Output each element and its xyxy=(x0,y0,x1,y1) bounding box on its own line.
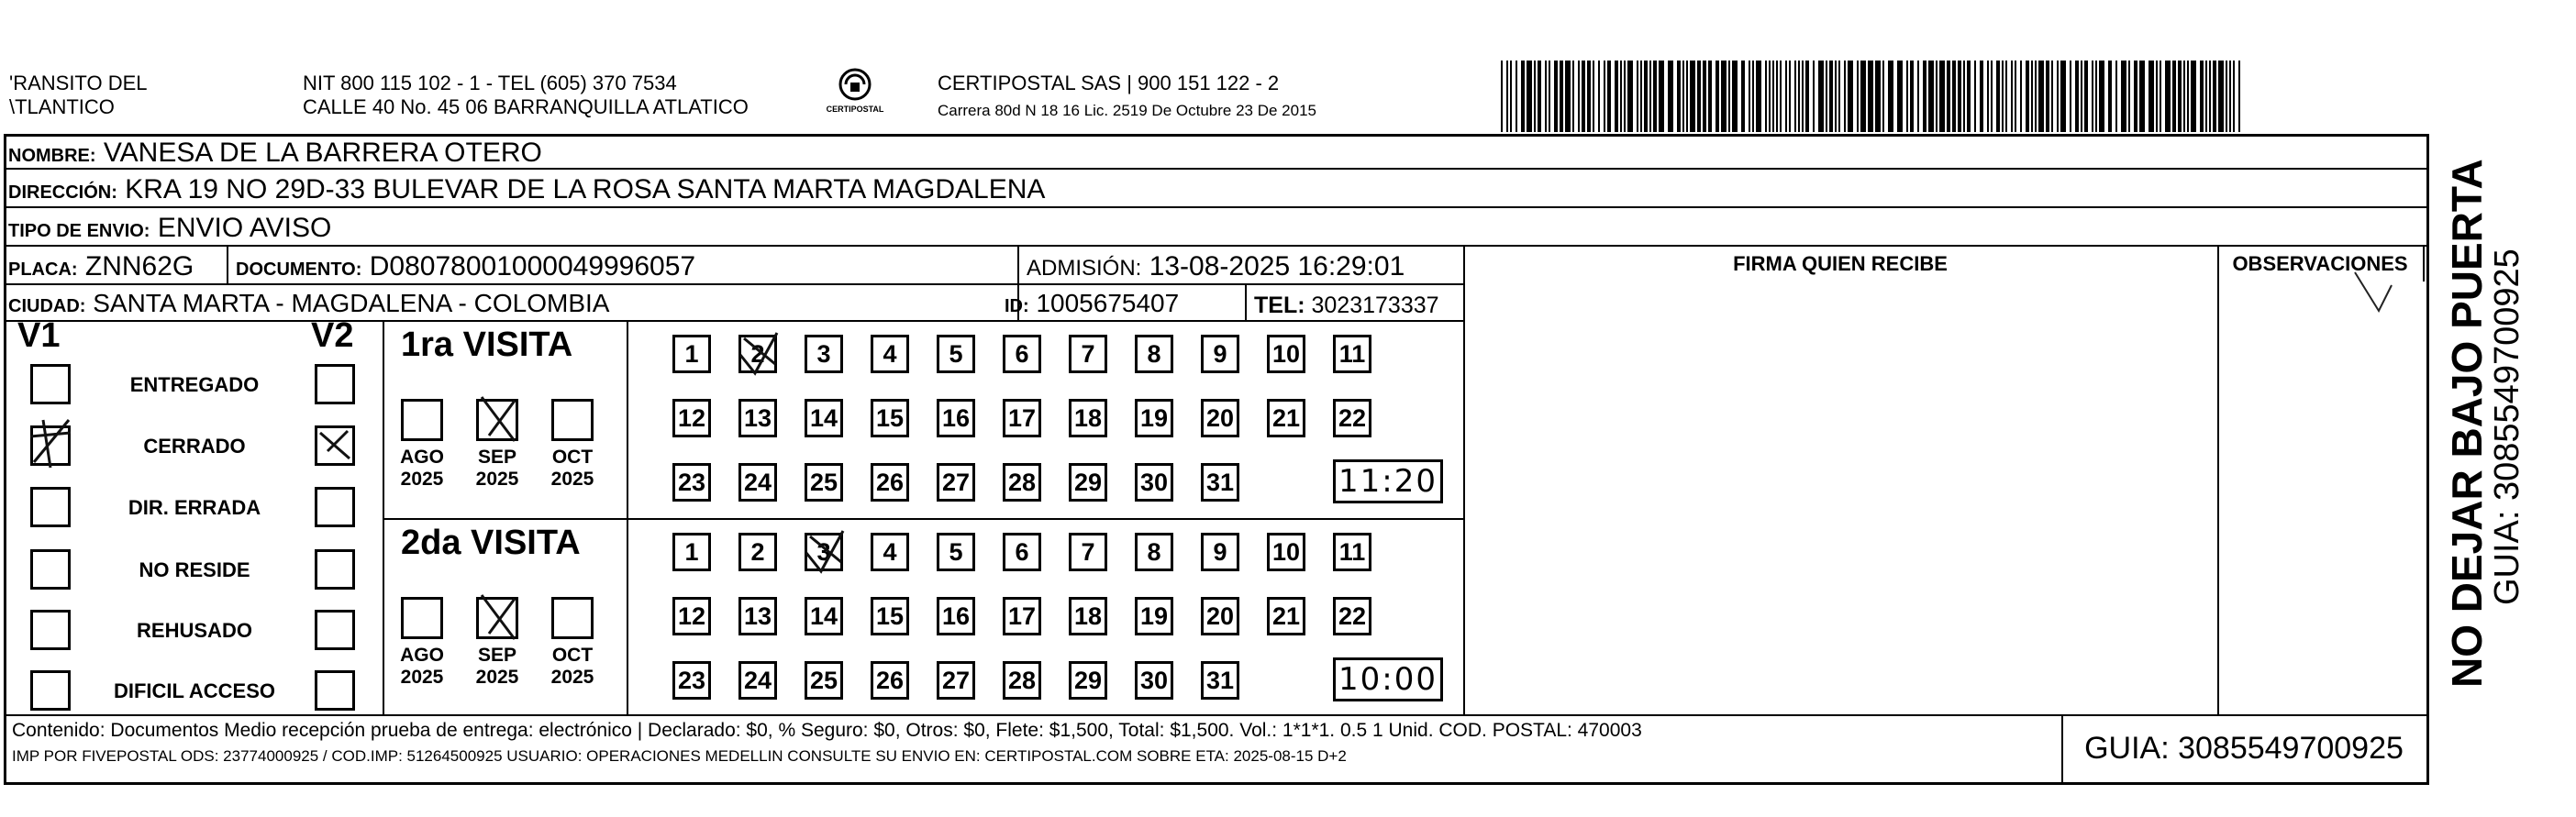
day-box[interactable]: 14 xyxy=(805,597,843,635)
v2-checkbox[interactable] xyxy=(315,364,355,404)
day-box[interactable]: 26 xyxy=(871,661,909,700)
day-box[interactable]: 15 xyxy=(871,597,909,635)
month-name: SEP xyxy=(477,645,517,666)
day-box[interactable]: 12 xyxy=(672,399,711,437)
footer-content: Contenido: Documentos Medio recepción prueba de entrega: electrónico | Declarado: $0, % Seguro: $0, Otros: $0, Flete: $1,500, Total: $1,500. Vol.: 1*1*1. 0.5 1 Unid. COD. POSTAL: 470003 xyxy=(12,720,1642,741)
day-box[interactable]: 13 xyxy=(738,399,777,437)
direccion-value: KRA 19 NO 29D-33 BULEVAR DE LA ROSA SANTA MARTA MAGDALENA xyxy=(125,174,1046,204)
v1-checkbox[interactable] xyxy=(30,425,71,466)
day-box[interactable]: 23 xyxy=(672,661,711,700)
day-box[interactable]: 31 xyxy=(1201,661,1239,700)
month-year: 2025 xyxy=(400,667,444,688)
day-box[interactable]: 18 xyxy=(1069,597,1107,635)
admision-value: 13-08-2025 16:29:01 xyxy=(1149,251,1405,282)
month-label xyxy=(545,645,600,689)
id-row xyxy=(1005,287,1179,323)
day-box[interactable]: 19 xyxy=(1135,399,1173,437)
footer-guia: GUIA: 3085549700925 xyxy=(2084,731,2404,766)
month-checkbox[interactable] xyxy=(401,597,443,639)
day-box[interactable]: 7 xyxy=(1069,533,1107,571)
ciudad-row xyxy=(8,287,609,323)
month-year: 2025 xyxy=(475,469,519,490)
documento-row xyxy=(236,250,695,286)
firma-label: FIRMA QUIEN RECIBE xyxy=(1733,252,1948,275)
day-box[interactable]: 3 xyxy=(805,335,843,373)
day-box[interactable]: 16 xyxy=(937,399,975,437)
status-label: ENTREGADO xyxy=(129,373,260,396)
month-year: 2025 xyxy=(400,469,444,490)
day-box[interactable]: 30 xyxy=(1135,661,1173,700)
id-label: ID: xyxy=(1005,296,1029,316)
month-year: 2025 xyxy=(475,667,519,688)
month-checkbox[interactable] xyxy=(401,399,443,441)
day-box[interactable]: 6 xyxy=(1003,533,1041,571)
day-box[interactable]: 21 xyxy=(1267,597,1305,635)
day-box[interactable]: 8 xyxy=(1135,335,1173,373)
month-checkbox[interactable] xyxy=(551,399,594,441)
sender-name-line2: \TLANTICO xyxy=(9,95,115,118)
month-checkbox[interactable] xyxy=(551,597,594,639)
logo-text: CERTIPOSTAL xyxy=(826,105,884,114)
day-box[interactable]: 29 xyxy=(1069,463,1107,502)
day-box[interactable]: 16 xyxy=(937,597,975,635)
day-box[interactable]: 5 xyxy=(937,335,975,373)
nombre-row xyxy=(8,137,542,172)
month-year: 2025 xyxy=(550,469,594,490)
month-label xyxy=(470,645,525,689)
month-name: AGO xyxy=(400,447,444,468)
placa-row xyxy=(8,250,194,286)
observations-area[interactable] xyxy=(2225,291,2417,705)
day-box[interactable]: 24 xyxy=(738,661,777,700)
v1-checkbox[interactable] xyxy=(30,364,71,404)
day-box[interactable]: 17 xyxy=(1003,597,1041,635)
v1-checkbox[interactable] xyxy=(30,610,71,650)
status-label: DIR. ERRADA xyxy=(128,496,261,519)
v2-checkbox[interactable] xyxy=(315,610,355,650)
tel-value: 3023173337 xyxy=(1311,293,1439,318)
status-label: REHUSADO xyxy=(137,619,252,642)
nombre-label: NOMBRE: xyxy=(8,146,96,166)
month-name: OCT xyxy=(551,645,594,666)
status-label: CERRADO xyxy=(143,435,246,458)
visit-title: 1ra VISITA xyxy=(401,326,573,364)
status-label: DIFICIL ACCESO xyxy=(113,679,275,702)
documento-value: D08078001000049996057 xyxy=(369,251,696,282)
day-box[interactable]: 5 xyxy=(937,533,975,571)
visit-time[interactable]: 11:20 xyxy=(1333,459,1443,503)
day-box[interactable]: 6 xyxy=(1003,335,1041,373)
tel-row xyxy=(1254,289,1439,322)
tipo-envio-label: TIPO DE ENVIO: xyxy=(8,221,150,241)
company-address: Carrera 80d N 18 16 Lic. 2519 De Octubre 23 De 2015 xyxy=(938,102,1316,119)
day-box[interactable]: 9 xyxy=(1201,335,1239,373)
day-box[interactable]: 25 xyxy=(805,463,843,502)
day-box[interactable]: 4 xyxy=(871,335,909,373)
tipo-envio-row xyxy=(8,212,331,248)
admision-label: ADMISIÓN: xyxy=(1027,256,1142,281)
day-box[interactable]: 14 xyxy=(805,399,843,437)
v1-checkbox[interactable] xyxy=(30,549,71,590)
month-name: OCT xyxy=(551,447,594,468)
delivery-form xyxy=(4,134,2429,785)
day-box[interactable]: 7 xyxy=(1069,335,1107,373)
day-box[interactable]: 24 xyxy=(738,463,777,502)
placa-label: PLACA: xyxy=(8,259,78,280)
day-box[interactable]: 8 xyxy=(1135,533,1173,571)
day-box[interactable]: 29 xyxy=(1069,661,1107,700)
month-name: AGO xyxy=(400,645,444,666)
documento-label: DOCUMENTO: xyxy=(236,259,362,280)
day-box[interactable]: 10 xyxy=(1267,335,1305,373)
certipostal-logo xyxy=(818,64,892,119)
day-box[interactable]: 22 xyxy=(1333,399,1371,437)
day-box[interactable]: 11 xyxy=(1333,335,1371,373)
v2-checkbox[interactable] xyxy=(315,670,355,711)
month-label xyxy=(470,447,525,491)
day-box[interactable]: 2 xyxy=(738,533,777,571)
sender-name-line1: 'RANSITO DEL xyxy=(9,72,148,94)
tipo-envio-value: ENVIO AVISO xyxy=(157,213,332,243)
sender-address: CALLE 40 No. 45 06 BARRANQUILLA ATLATICO xyxy=(303,95,749,118)
status-label: NO RESIDE xyxy=(139,558,250,581)
month-name: SEP xyxy=(477,447,517,468)
month-label xyxy=(394,645,450,689)
v1-checkbox[interactable] xyxy=(30,487,71,527)
day-box[interactable]: 18 xyxy=(1069,399,1107,437)
day-box[interactable]: 1 xyxy=(672,533,711,571)
day-box[interactable]: 13 xyxy=(738,597,777,635)
day-box[interactable]: 22 xyxy=(1333,597,1371,635)
day-box[interactable]: 30 xyxy=(1135,463,1173,502)
day-box[interactable]: 1 xyxy=(672,335,711,373)
month-year: 2025 xyxy=(550,667,594,688)
signature-area[interactable] xyxy=(1471,291,2210,705)
day-box[interactable]: 28 xyxy=(1003,463,1041,502)
day-box[interactable]: 9 xyxy=(1201,533,1239,571)
month-label xyxy=(394,447,450,491)
direccion-row xyxy=(8,173,1045,209)
day-box[interactable]: 23 xyxy=(672,463,711,502)
ciudad-value: SANTA MARTA - MAGDALENA - COLOMBIA xyxy=(93,289,610,317)
ciudad-label: CIUDAD: xyxy=(8,296,86,316)
day-box[interactable]: 20 xyxy=(1201,597,1239,635)
v2-checkbox[interactable] xyxy=(315,487,355,527)
day-box[interactable]: 28 xyxy=(1003,661,1041,700)
sender-nit: NIT 800 115 102 - 1 - TEL (605) 370 7534 xyxy=(303,72,677,94)
month-checkbox[interactable] xyxy=(476,597,518,639)
visit-title: 2da VISITA xyxy=(401,524,581,562)
day-box[interactable]: 19 xyxy=(1135,597,1173,635)
placa-value: ZNN62G xyxy=(84,251,194,282)
v2-label: V2 xyxy=(311,316,354,355)
day-box[interactable]: 21 xyxy=(1267,399,1305,437)
day-box[interactable]: 3 xyxy=(805,533,843,571)
side-guia: GUIA: 3085549700925 xyxy=(2488,248,2526,605)
day-box[interactable]: 20 xyxy=(1201,399,1239,437)
day-box[interactable]: 31 xyxy=(1201,463,1239,502)
v2-checkbox[interactable] xyxy=(315,549,355,590)
visit-time[interactable]: 10:00 xyxy=(1333,657,1443,701)
day-box[interactable]: 2 xyxy=(738,335,777,373)
nombre-value: VANESA DE LA BARRERA OTERO xyxy=(103,138,542,168)
day-box[interactable]: 26 xyxy=(871,463,909,502)
day-box[interactable]: 17 xyxy=(1003,399,1041,437)
day-box[interactable]: 27 xyxy=(937,661,975,700)
company-info: CERTIPOSTAL SAS | 900 151 122 - 2 xyxy=(938,72,1280,94)
v2-checkbox[interactable] xyxy=(315,425,355,466)
month-label xyxy=(545,447,600,491)
footer-imp: IMP POR FIVEPOSTAL ODS: 23774000925 / COD.IMP: 51264500925 USUARIO: OPERACIONES MEDELLIN CONSULTE SU ENVIO EN: CERTIPOSTAL.COM SOBRE ETA: 2025-08-15 D+2 xyxy=(12,747,1347,765)
v1-label: V1 xyxy=(17,316,61,355)
admision-row xyxy=(1027,250,1405,285)
observaciones-label: OBSERVACIONES xyxy=(2232,252,2408,275)
day-box[interactable]: 10 xyxy=(1267,533,1305,571)
tel-label: TEL: xyxy=(1254,293,1305,318)
day-box[interactable]: 12 xyxy=(672,597,711,635)
day-box[interactable]: 11 xyxy=(1333,533,1371,571)
day-box[interactable]: 27 xyxy=(937,463,975,502)
day-box[interactable]: 4 xyxy=(871,533,909,571)
v1-checkbox[interactable] xyxy=(30,670,71,711)
day-box[interactable]: 15 xyxy=(871,399,909,437)
no-dejar-warning: NO DEJAR BAJO PUERTA xyxy=(2443,159,2491,688)
id-value: 1005675407 xyxy=(1036,289,1180,317)
day-box[interactable]: 25 xyxy=(805,661,843,700)
barcode xyxy=(1501,61,2244,137)
direccion-label: DIRECCIÓN: xyxy=(8,182,117,203)
month-checkbox[interactable] xyxy=(476,399,518,441)
